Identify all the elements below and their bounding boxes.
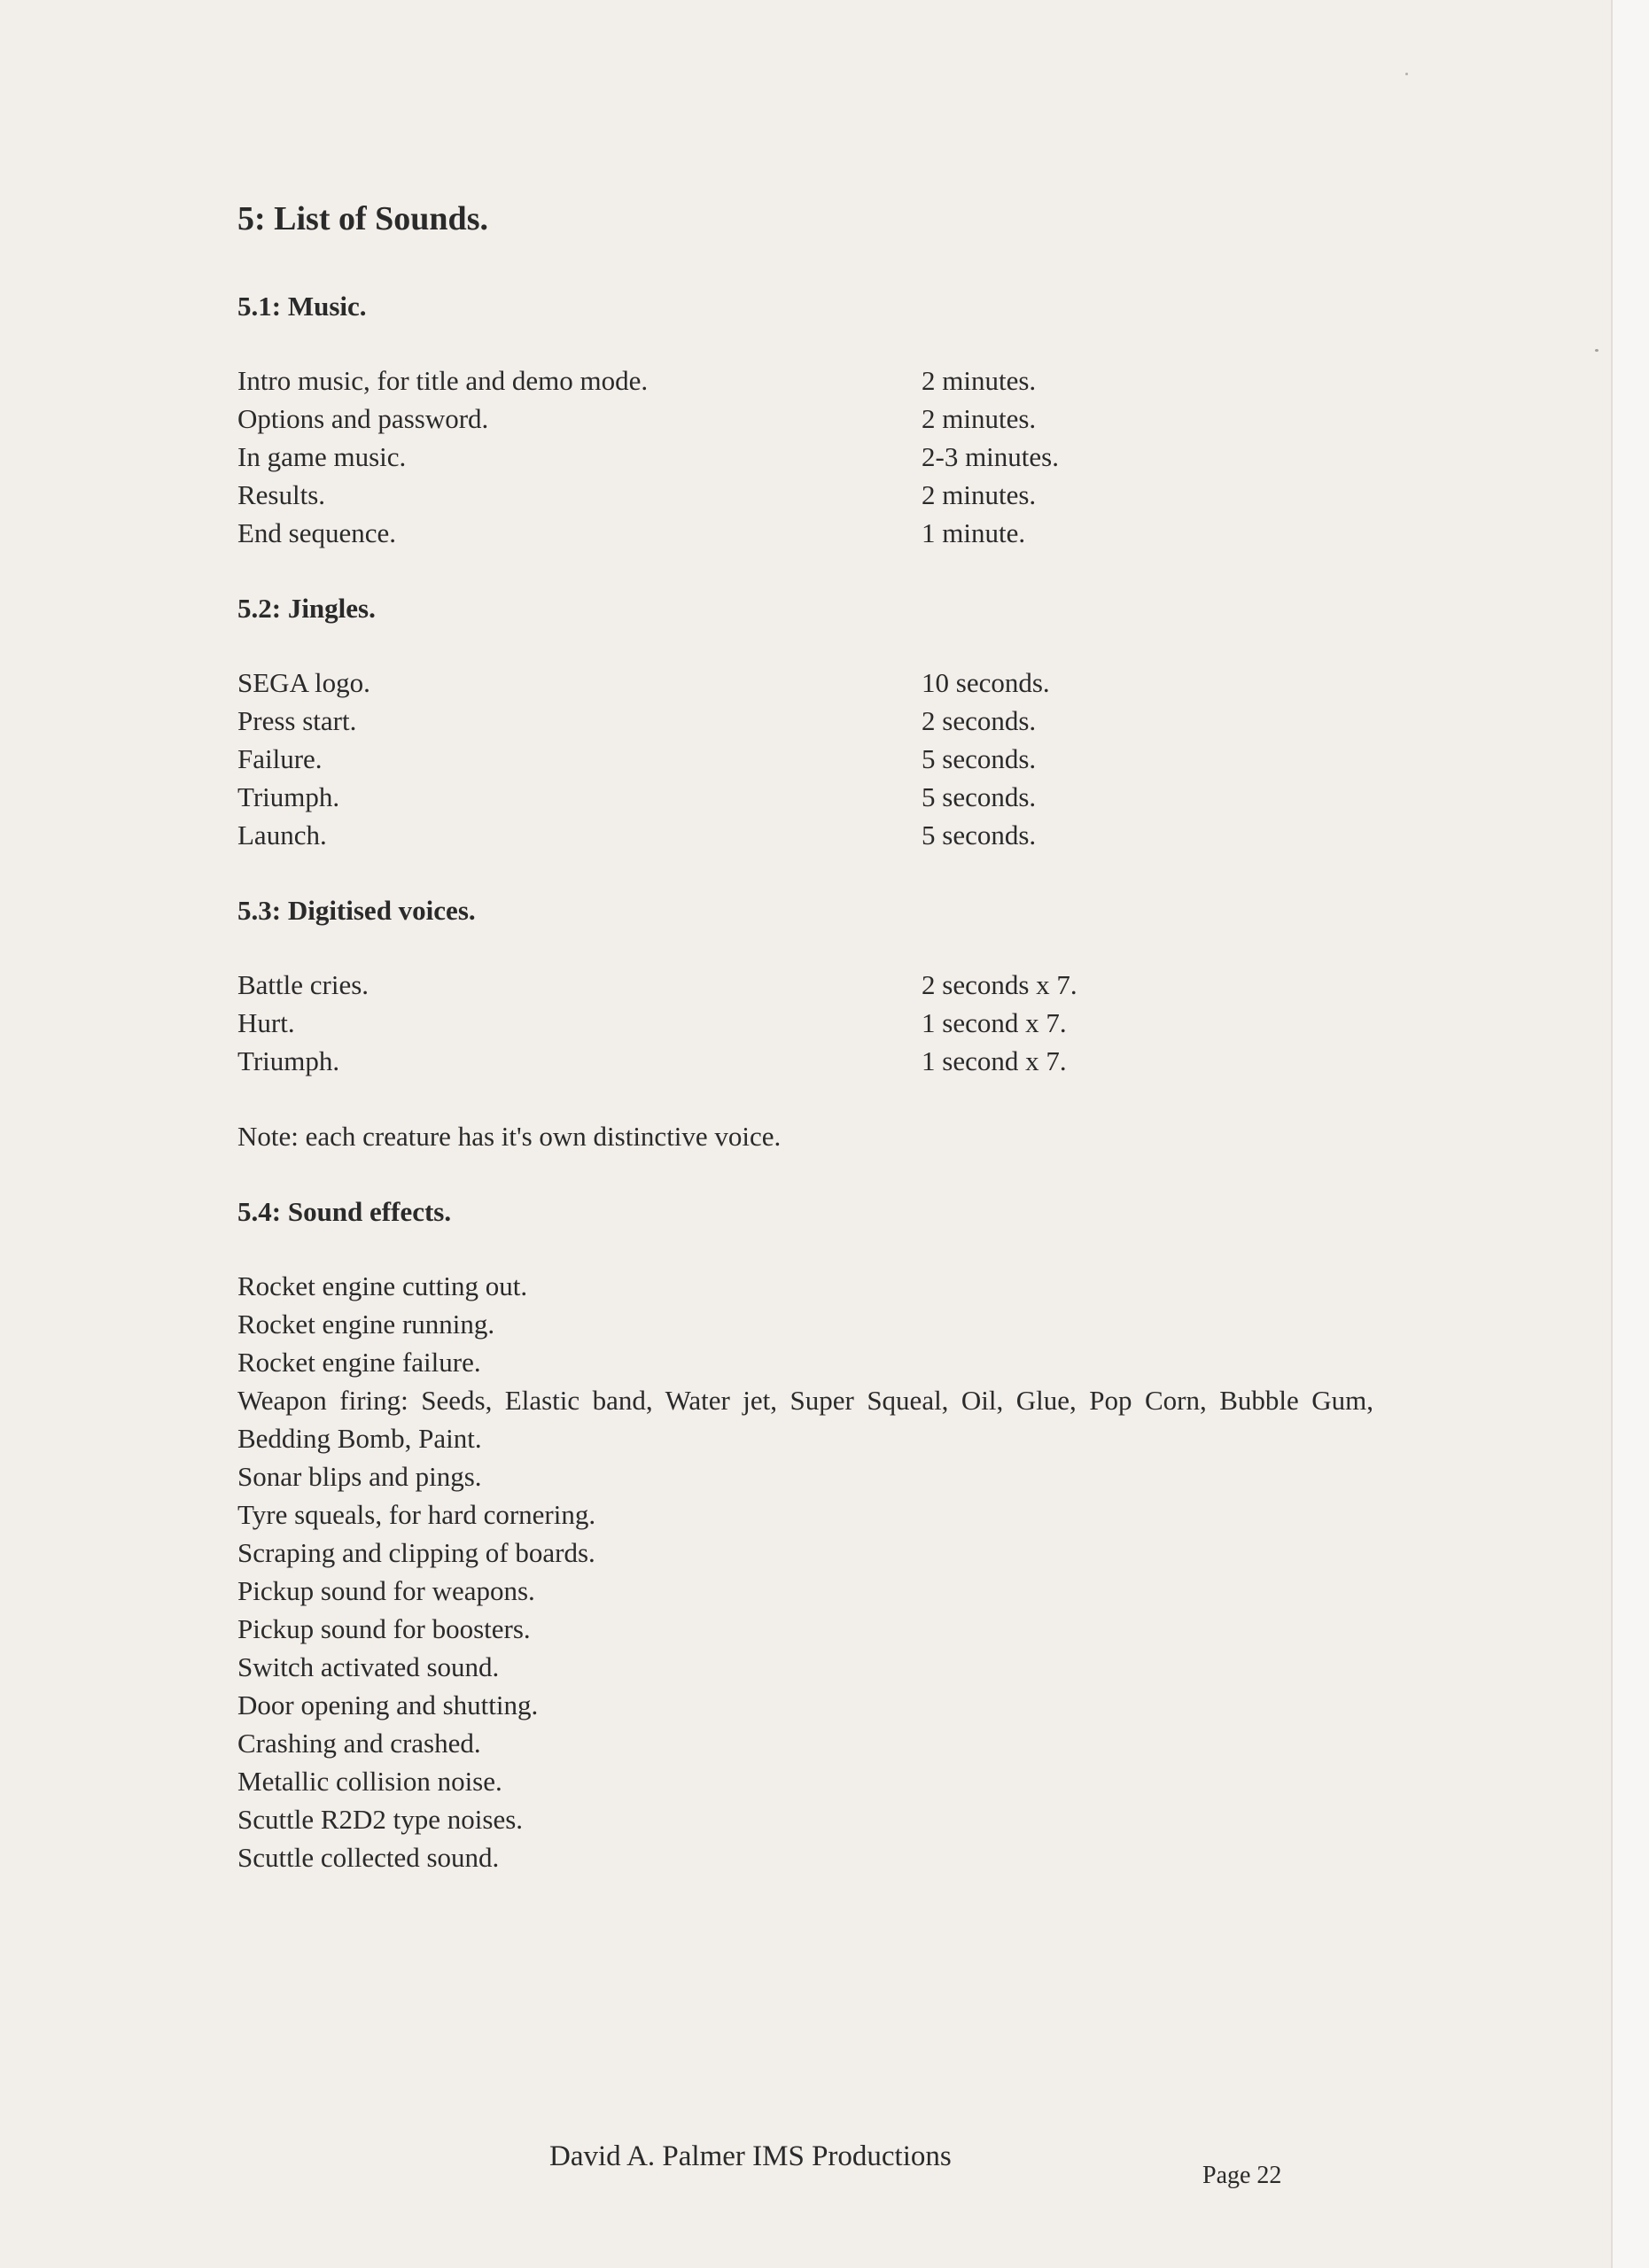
music-list [237, 361, 1389, 552]
page-content [237, 197, 1389, 1876]
list-item: Switch activated sound. [237, 1651, 500, 1682]
item-duration: 2 seconds x 7. [922, 969, 1077, 1000]
item-duration: 5 seconds. [922, 781, 1037, 812]
list-item [237, 702, 1389, 740]
list-item: Pickup sound for weapons. [237, 1575, 535, 1606]
voices-list [237, 966, 1389, 1080]
list-item [237, 476, 1389, 514]
list-item: Crashing and crashed. [237, 1728, 481, 1759]
list-item [237, 514, 1389, 552]
footer-author: David A. Palmer IMS Productions [549, 2140, 952, 2172]
section-voices [237, 891, 1389, 1080]
list-item: Scuttle R2D2 type noises. [237, 1804, 524, 1835]
jingles-list [237, 664, 1389, 854]
list-item: Metallic collision noise. [237, 1766, 502, 1797]
item-duration: 10 seconds. [922, 667, 1050, 698]
item-label: Results. [237, 479, 326, 510]
item-duration: 2 minutes. [922, 479, 1037, 510]
list-item [237, 664, 1389, 702]
section-music [237, 287, 1389, 552]
scan-speck [1595, 349, 1598, 352]
list-item [237, 361, 1389, 400]
section-heading: 5.4: Sound effects. [237, 1196, 452, 1227]
list-item [237, 1042, 1389, 1080]
item-label: Failure. [237, 743, 323, 774]
item-label: Intro music, for title and demo mode. [237, 365, 649, 396]
item-duration: 2 minutes. [922, 365, 1037, 396]
item-label: Launch. [237, 819, 327, 850]
list-item: Rocket engine running. [237, 1309, 495, 1340]
item-label: In game music. [237, 441, 407, 472]
section-jingles [237, 589, 1389, 854]
page-number: Page 22 [1202, 2162, 1282, 2189]
voices-note: Note: each creature has it's own distinctive voice. [237, 1121, 782, 1152]
item-duration: 2 seconds. [922, 705, 1037, 736]
item-label: Triumph. [237, 781, 340, 812]
list-item: Pickup sound for boosters. [237, 1613, 531, 1644]
list-item [237, 778, 1389, 816]
list-item [237, 1004, 1389, 1042]
effects-list [237, 1267, 1373, 1876]
item-duration: 5 seconds. [922, 743, 1037, 774]
item-label: Battle cries. [237, 969, 369, 1000]
scan-speck [1405, 73, 1408, 75]
section-heading: 5.3: Digitised voices. [237, 895, 476, 926]
item-label: Press start. [237, 705, 357, 736]
list-item: Tyre squeals, for hard cornering. [237, 1499, 596, 1530]
scan-edge [1611, 0, 1649, 2268]
list-item: Door opening and shutting. [237, 1689, 539, 1720]
item-label: SEGA logo. [237, 667, 370, 698]
item-label: Triumph. [237, 1045, 340, 1076]
item-label: End sequence. [237, 517, 397, 548]
list-item: Rocket engine cutting out. [237, 1270, 528, 1301]
page-title: 5: List of Sounds. [237, 200, 488, 237]
list-item [237, 438, 1389, 476]
item-duration: 1 second x 7. [922, 1045, 1067, 1076]
list-item: Weapon firing: Seeds, Elastic band, Water jet, Super Squeal, Oil, Glue, Pop Corn, Bubble Gum, Bedding Bomb, Paint. [237, 1385, 1373, 1454]
list-item [237, 740, 1389, 778]
item-duration: 2 minutes. [922, 403, 1037, 434]
list-item: Sonar blips and pings. [237, 1461, 482, 1492]
section-heading: 5.2: Jingles. [237, 593, 376, 624]
section-sound-effects [237, 1192, 1389, 1876]
item-duration: 2-3 minutes. [922, 441, 1059, 472]
item-label: Hurt. [237, 1007, 295, 1038]
item-label: Options and password. [237, 403, 489, 434]
list-item: Rocket engine failure. [237, 1347, 481, 1378]
item-duration: 1 minute. [922, 517, 1026, 548]
item-duration: 1 second x 7. [922, 1007, 1067, 1038]
item-duration: 5 seconds. [922, 819, 1037, 850]
list-item: Scuttle collected sound. [237, 1842, 500, 1873]
list-item [237, 966, 1389, 1004]
section-heading: 5.1: Music. [237, 291, 367, 322]
list-item [237, 400, 1389, 438]
list-item [237, 816, 1389, 854]
list-item: Scraping and clipping of boards. [237, 1537, 595, 1568]
